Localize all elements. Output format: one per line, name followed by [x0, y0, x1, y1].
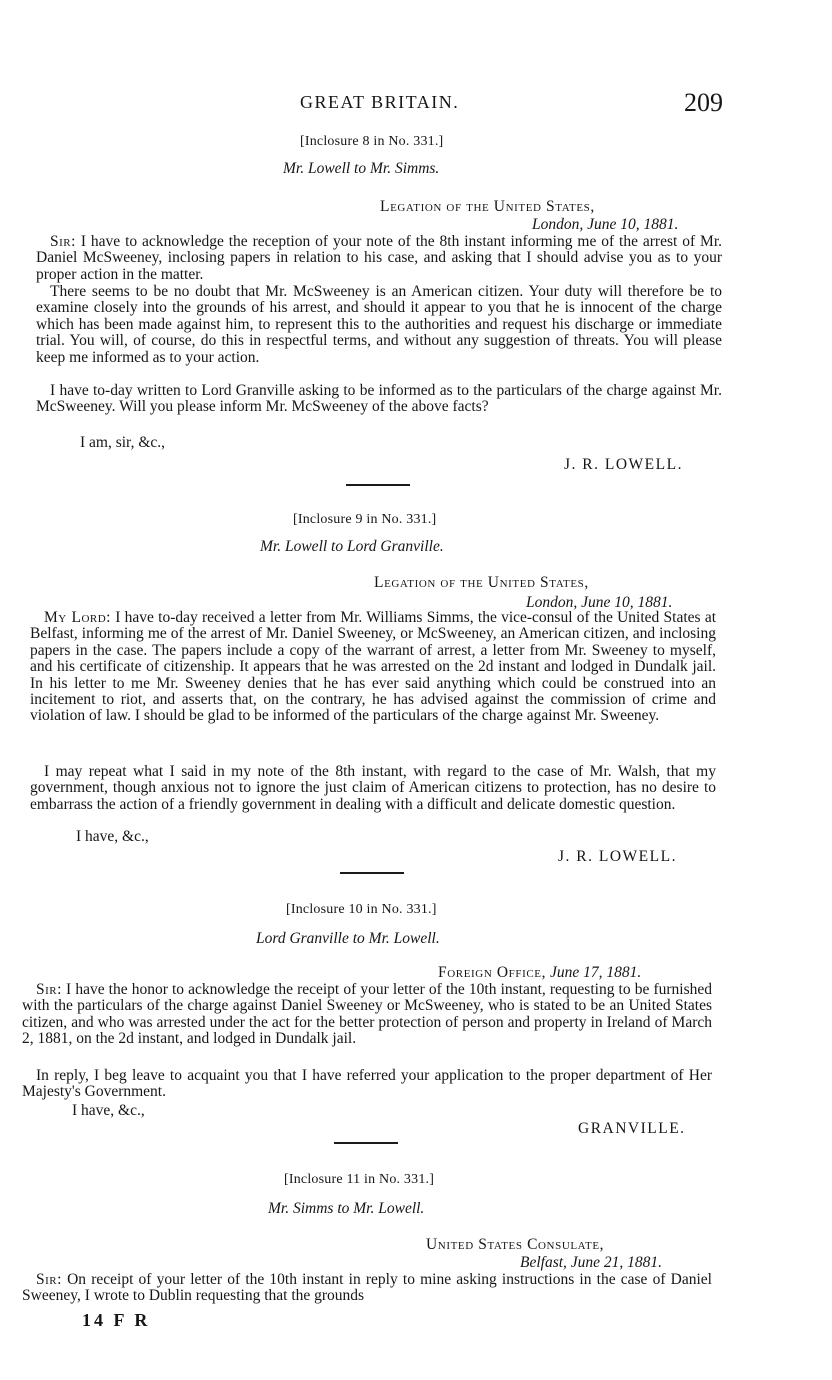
letter-heading: Mr. Lowell to Lord Granville. [260, 538, 444, 555]
inclosure-label: [Inclosure 8 in No. 331.] [300, 134, 444, 149]
letter-paragraph [22, 1068, 712, 1101]
place-line [374, 574, 589, 592]
letter-paragraph [30, 610, 716, 725]
paragraph-text: I may repeat what I said in my note of the 8th instant, with regard to the case of Mr. Walsh, that my government, though anxious not to ignore the just claim of American citizens to protection, has no desire to embarrass the action of a friendly government in dealing with a difficult and delicate domestic question. [30, 763, 716, 813]
date-text: London, June 10, 1881. [526, 594, 673, 611]
paragraph-text: On receipt of your letter of the 10th instant in reply to mine asking instructions in the case of Daniel Sweeney, I wrote to Dublin requesting that the grounds [22, 1271, 712, 1305]
place-organization: Legation of the United States, [380, 198, 595, 215]
paragraph-text: In reply, I beg leave to acquaint you that I have referred your application to the proper department of Her Majesty's Government. [22, 1067, 712, 1101]
date-text: London, June 10, 1881. [532, 216, 679, 233]
date-line [532, 216, 678, 234]
section-divider [346, 484, 410, 486]
letter-heading: Lord Granville to Mr. Lowell. [256, 930, 440, 947]
paragraph-text: I have the honor to acknowledge the receipt of your letter of the 10th instant, requesting to be furnished with the particulars of the charge against Daniel Sweeney or McSweeney, who is stated to be an United States citizen, and who was arrested under the act for the better protection of person and property in Ireland of March 2, 1881, on the 2d instant, and lodged in Dundalk jail. [22, 981, 712, 1048]
place-line [426, 1236, 604, 1254]
signature: J. R. LOWELL. [564, 456, 683, 473]
place-organization: Foreign Office, [438, 964, 547, 981]
salutation: Sir: [50, 233, 76, 250]
date-text: Belfast, June 21, 1881. [520, 1254, 663, 1271]
letter-paragraph [36, 284, 722, 366]
paragraph-text: There seems to be no doubt that Mr. McSweeney is an American citizen. Your duty will therefore be to examine closely into the grounds of his arrest, and should it appear to you that he is innocent of the charge which has been made against him, to represent this to the authorities and request his discharge or immediate trial. You will, of course, do this in respectful terms, and without any suggestion of threats. You will please keep me informed as to your action. [36, 283, 722, 366]
date-line [520, 1254, 662, 1272]
salutation: Sir: [36, 1271, 62, 1288]
closing-line: I am, sir, &c., [80, 434, 166, 451]
place-line [380, 198, 595, 216]
letter-heading: Mr. Lowell to Mr. Simms. [283, 160, 440, 177]
letter-paragraph [30, 764, 716, 813]
place-line [438, 964, 641, 982]
signature: GRANVILLE. [578, 1120, 686, 1137]
page-header [0, 88, 832, 118]
section-divider [334, 1142, 398, 1144]
letter-paragraph [22, 1272, 712, 1305]
place-organization: Legation of the United States, [374, 574, 589, 591]
inclosure-label: [Inclosure 11 in No. 331.] [284, 1172, 435, 1187]
closing-line: I have, &c., [72, 1102, 145, 1119]
paragraph-text: I have to-day received a letter from Mr. Williams Simms, the vice-consul of the United States at Belfast, informing me of the arrest of Mr. Daniel Sweeney, or McSweeney, an American citizen, and inclosing papers in the case. The papers include a copy of the warrant of arrest, a letter from Mr. Sweeney to myself, and his certificate of citizenship. It appears that he was arrested on the 2d instant and lodged in Dundalk jail. In his letter to me Mr. Sweeney denies that he has ever said anything which could be construed into an incitement to riot, and asserts that, on the contrary, he has advised against the commission of crime and violation of law. I should be glad to be informed of the particulars of the charge against Mr. Sweeney. [30, 609, 717, 725]
signature-mark: 14 F R [82, 1310, 151, 1330]
section-divider [340, 872, 404, 874]
letter-paragraph [22, 982, 712, 1048]
running-title: GREAT BRITAIN. [300, 92, 460, 112]
page-number: 209 [684, 88, 723, 117]
letter-paragraph [36, 234, 722, 283]
salutation: My Lord: [44, 609, 111, 626]
paragraph-text: I have to acknowledge the reception of your note of the 8th instant informing me of the arrest of Mr. Daniel McSweeney, inclosing papers in relation to his case, and asking that I should advise you as to your proper action in the matter. [36, 233, 723, 283]
closing-line: I have, &c., [76, 828, 149, 845]
signature: J. R. LOWELL. [558, 848, 677, 865]
salutation: Sir: [36, 981, 62, 998]
letter-heading: Mr. Simms to Mr. Lowell. [268, 1200, 425, 1217]
place-organization: United States Consulate, [426, 1236, 605, 1253]
paragraph-text: I have to-day written to Lord Granville asking to be informed as to the particulars of the charge against Mr. McSweeney. Will you please inform Mr. McSweeney of the above facts? [36, 382, 722, 416]
letter-paragraph [36, 383, 722, 416]
inclosure-label: [Inclosure 10 in No. 331.] [286, 902, 437, 917]
date-text: June 17, 1881. [549, 964, 642, 981]
inclosure-label: [Inclosure 9 in No. 331.] [293, 512, 437, 527]
